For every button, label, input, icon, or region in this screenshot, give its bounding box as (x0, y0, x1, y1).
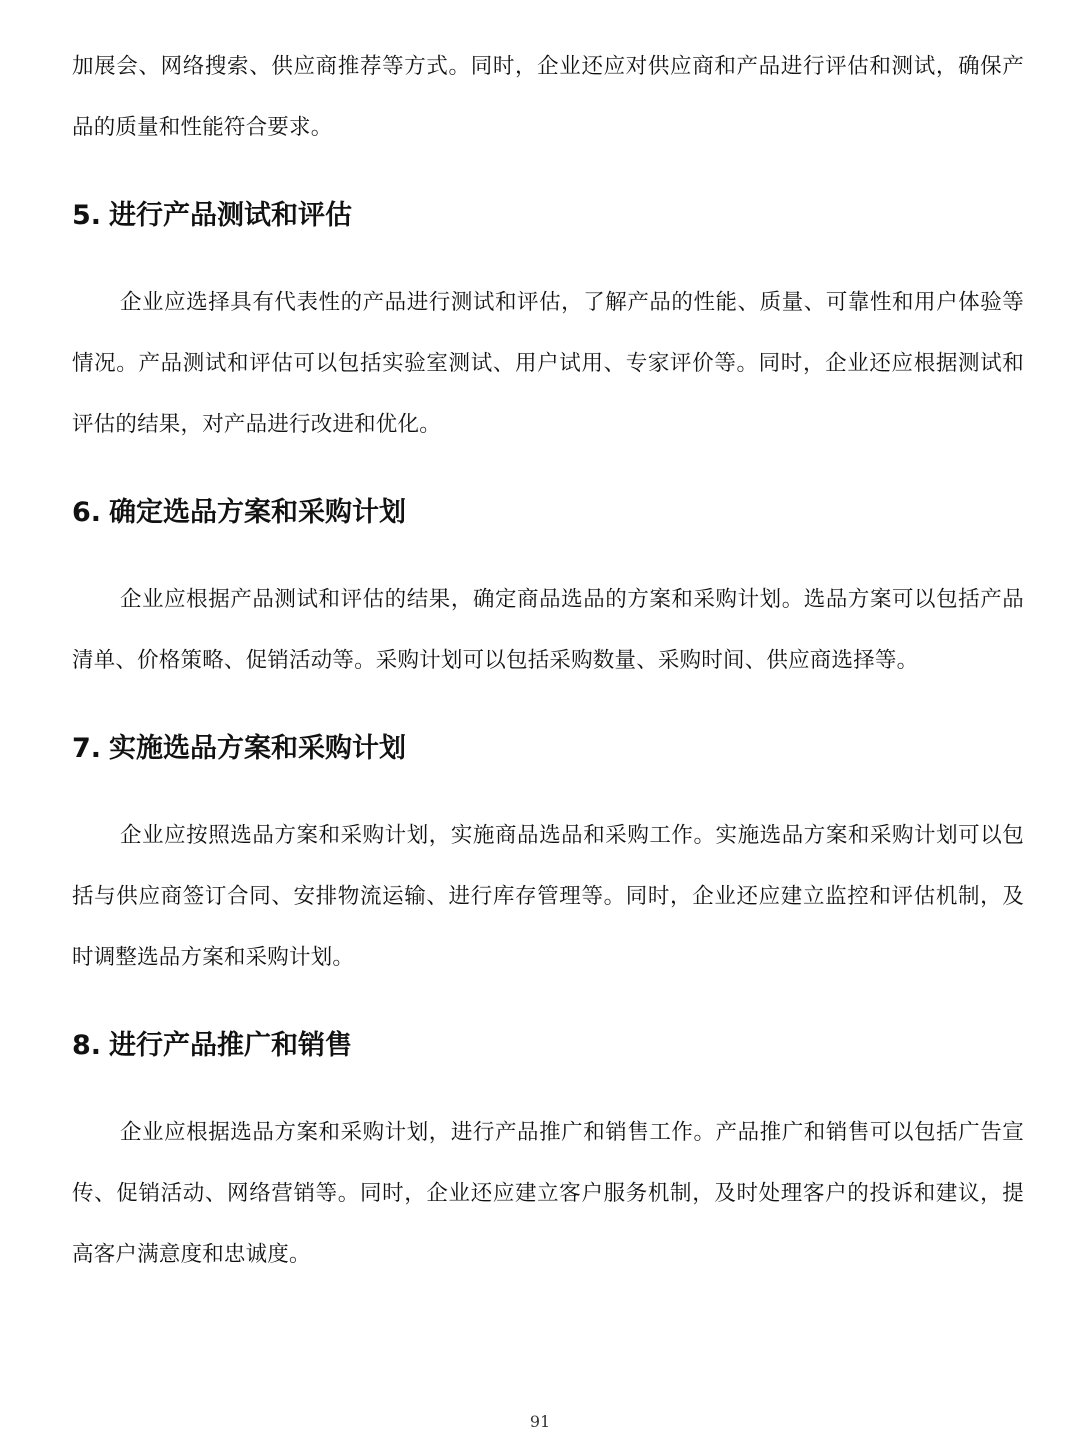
section-number: 5. (72, 200, 102, 231)
section-title: 进行产品测试和评估 (109, 200, 353, 231)
section-7 (72, 729, 1024, 988)
section-heading (72, 196, 1024, 236)
section-heading (72, 729, 1024, 769)
section-title: 实施选品方案和采购计划 (109, 733, 407, 764)
section-title: 确定选品方案和采购计划 (109, 497, 407, 528)
section-body: 企业应选择具有代表性的产品进行测试和评估，了解产品的性能、质量、可靠性和用户体验等情况。产品测试和评估可以包括实验室测试、用户试用、专家评价等。同时，企业还应根据测试和评估的结果，对产品进行改进和优化。 (72, 290, 1024, 437)
section-8 (72, 1026, 1024, 1285)
section-number: 7. (72, 733, 102, 764)
section-title: 进行产品推广和销售 (109, 1030, 353, 1061)
intro-paragraph: 加展会、网络搜索、供应商推荐等方式。同时，企业还应对供应商和产品进行评估和测试，确保产品的质量和性能符合要求。 (72, 54, 1024, 140)
document-page (72, 36, 1024, 1285)
section-number: 6. (72, 497, 102, 528)
section-body: 企业应按照选品方案和采购计划，实施商品选品和采购工作。实施选品方案和采购计划可以包括与供应商签订合同、安排物流运输、进行库存管理等。同时，企业还应建立监控和评估机制，及时调整选品方案和采购计划。 (72, 823, 1024, 970)
section-heading (72, 1026, 1024, 1066)
section-heading (72, 493, 1024, 533)
section-6 (72, 493, 1024, 691)
section-5 (72, 196, 1024, 455)
page-number: 91 (529, 1412, 551, 1431)
section-number: 8. (72, 1030, 102, 1061)
section-body: 企业应根据选品方案和采购计划，进行产品推广和销售工作。产品推广和销售可以包括广告宣传、促销活动、网络营销等。同时，企业还应建立客户服务机制，及时处理客户的投诉和建议，提高客户满意度和忠诚度。 (72, 1120, 1024, 1267)
section-body: 企业应根据产品测试和评估的结果，确定商品选品的方案和采购计划。选品方案可以包括产品清单、价格策略、促销活动等。采购计划可以包括采购数量、采购时间、供应商选择等。 (72, 587, 1024, 673)
